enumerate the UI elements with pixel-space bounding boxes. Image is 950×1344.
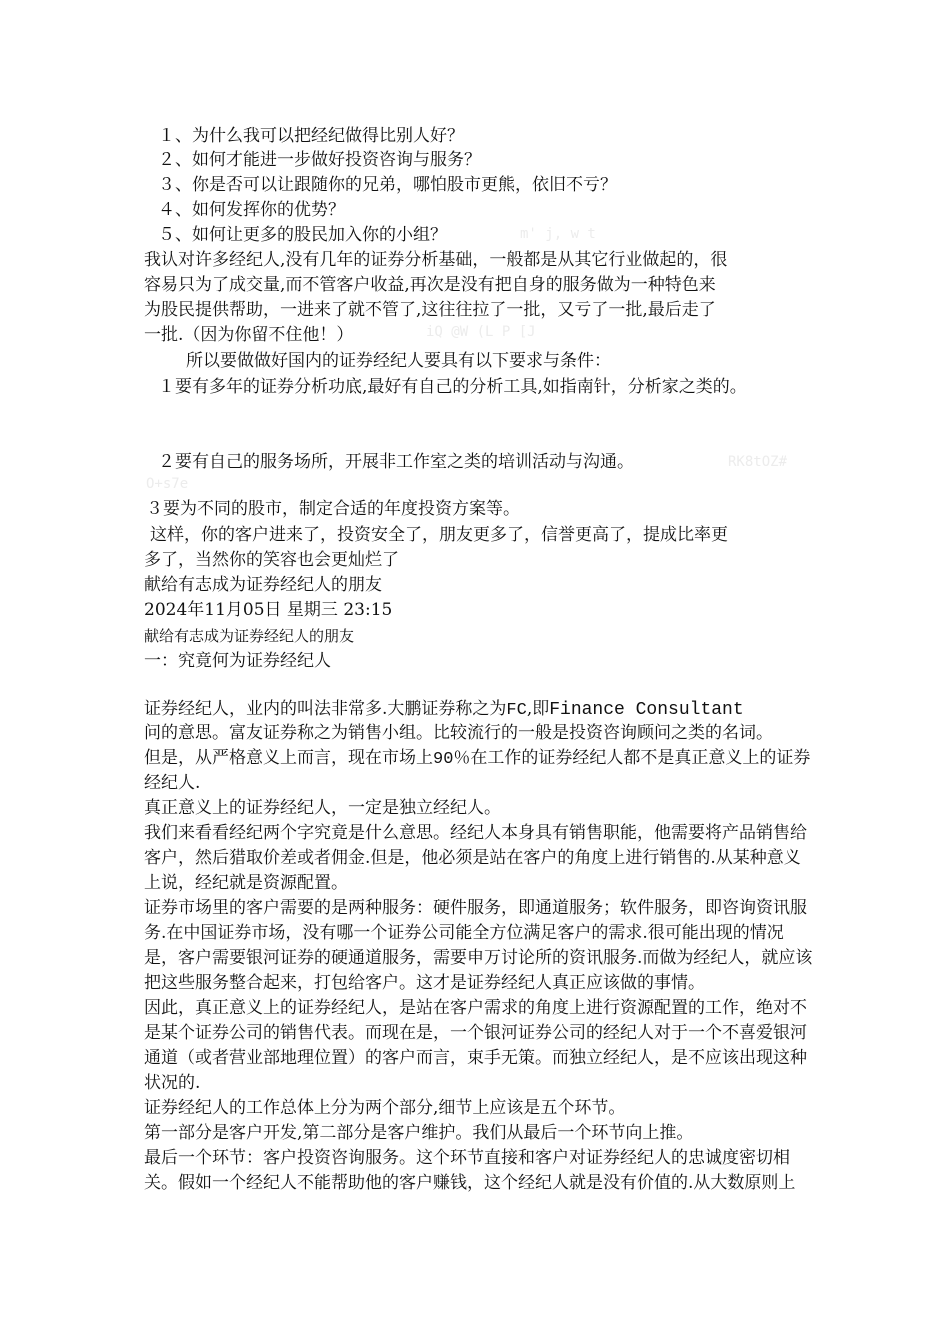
- paragraph-4-line-2: 客户，然后猎取价差或者佣金.但是，他必须是站在客户的角度上进行销售的.从某种意义: [144, 848, 801, 868]
- paragraph-2-line-2: 经纪人.: [144, 773, 201, 793]
- question-1: １、为什么我可以把经纪做得比别人好？: [158, 126, 464, 146]
- intro-line-3: 为股民提供帮助，一进来了就不管了,这往往拉了一批，又亏了一批,最后走了: [144, 300, 716, 320]
- paragraph-6-line-4: 状况的.: [144, 1073, 201, 1093]
- watermark-text-4: O+s7e: [146, 476, 189, 492]
- watermark-text-2: iQ @W (L P [J: [426, 324, 536, 340]
- section-heading: 一：究竟何为证券经纪人: [144, 651, 331, 671]
- p1-text-a: 证券经纪人，业内的叫法非常多.大鹏证券称之为: [144, 699, 507, 719]
- paragraph-8: 第一部分是客户开发,第二部分是客户维护。我们从最后一个环节向上推。: [144, 1123, 694, 1143]
- intro-line-1: 我认对许多经纪人,没有几年的证券分析基础，一般都是从其它行业做起的，很: [144, 250, 728, 270]
- p2-text-b: 在工作的证券经纪人都不是真正意义上的证券: [470, 748, 811, 768]
- question-5: ５、如何让更多的股民加入你的小组？: [158, 225, 447, 245]
- paragraph-1-line-2: 问的意思。富友证券称之为销售小组。比较流行的一般是投资咨询顾问之类的名词。: [144, 723, 773, 743]
- paragraph-6-line-1: 因此，真正意义上的证券经纪人，是站在客户需求的角度上进行资源配置的工作，绝对不: [144, 998, 807, 1018]
- paragraph-5-line-1: 证券市场里的客户需要的是两种服务：硬件服务，即通道服务；软件服务，即咨询资讯服: [144, 898, 807, 918]
- paragraph-9-line-2: 关。假如一个经纪人不能帮助他的客户赚钱，这个经纪人就是没有价值的.从大数原则上: [144, 1173, 796, 1193]
- paragraph-4-line-1: 我们来看看经纪两个字究竟是什么意思。经纪人本身具有销售职能，他需要将产品销售给: [144, 823, 807, 843]
- watermark-text-1: m' j, w t: [520, 226, 596, 242]
- p2-percent: 90％: [433, 750, 471, 769]
- requirement-2: ２要有自己的服务场所，开展非工作室之类的培训活动与沟通。: [158, 452, 634, 472]
- p1-fc: FC: [506, 701, 527, 720]
- post-date: 2024年11月05日 星期三 23:15: [144, 600, 393, 620]
- paragraph-7: 证券经纪人的工作总体上分为两个部分,细节上应该是五个环节。: [144, 1098, 626, 1118]
- requirement-3: ３要为不同的股市，制定合适的年度投资方案等。: [146, 499, 520, 519]
- watermark-text-3: RK8tOZ#: [728, 454, 788, 470]
- p2-text-a: 但是，从严格意义上而言，现在市场上: [144, 748, 433, 768]
- intro-line-4: 一批.（因为你留不住他！）: [144, 325, 354, 345]
- p1-english-term: Finance Consultant: [549, 700, 744, 720]
- paragraph-3: 真正意义上的证券经纪人，一定是独立经纪人。: [144, 798, 501, 818]
- question-3: ３、你是否可以让跟随你的兄弟，哪怕股市更熊，依旧不亏？: [158, 175, 617, 195]
- paragraph-9-line-1: 最后一个环节：客户投资咨询服务。这个环节直接和客户对证券经纪人的忠诚度密切相: [144, 1148, 790, 1168]
- paragraph-6-line-3: 通道（或者营业部地理位置）的客户而言，束手无策。而独立经纪人，是不应该出现这种: [144, 1048, 807, 1068]
- paragraph-2-line-1: [144, 746, 810, 772]
- requirement-1: １要有多年的证券分析功底,最好有自己的分析工具,如指南针，分析家之类的。: [158, 377, 747, 397]
- question-2: ２、如何才能进一步做好投资咨询与服务？: [158, 150, 481, 170]
- paragraph-5-line-4: 把这些服务整合起来，打包给客户。这才是证券经纪人真正应该做的事情。: [144, 973, 705, 993]
- paragraph-5-line-2: 务.在中国证券市场，没有哪一个证券公司能全方位满足客户的需求.很可能出现的情况: [144, 923, 784, 943]
- post-title: 献给有志成为证券经纪人的朋友: [144, 575, 382, 595]
- conclusion-line-1: 这样，你的客户进来了，投资安全了，朋友更多了，信誉更高了，提成比率更: [150, 525, 728, 545]
- paragraph-4-line-3: 上说，经纪就是资源配置。: [144, 873, 348, 893]
- intro-line-2: 容易只为了成交量,而不管客户收益,再次是没有把自身的服务做为一种特色来: [144, 275, 716, 295]
- paragraph-5-line-3: 是，客户需要银河证券的硬通道服务，需要申万讨论所的资讯服务.而做为经纪人，就应该: [144, 948, 813, 968]
- conclusion-line-2: 多了，当然你的笑容也会更灿烂了: [144, 550, 399, 570]
- paragraph-1-line-1: [144, 697, 744, 723]
- post-subtitle: 献给有志成为证券经纪人的朋友: [144, 627, 355, 645]
- question-4: ４、如何发挥你的优势？: [158, 200, 345, 220]
- p1-text-b: ,即: [526, 699, 550, 719]
- requirements-intro: 所以要做做好国内的证券经纪人要具有以下要求与条件：: [186, 351, 611, 371]
- paragraph-6-line-2: 是某个证券公司的销售代表。而现在是，一个银河证券公司的经纪人对于一个不喜爱银河: [144, 1023, 807, 1043]
